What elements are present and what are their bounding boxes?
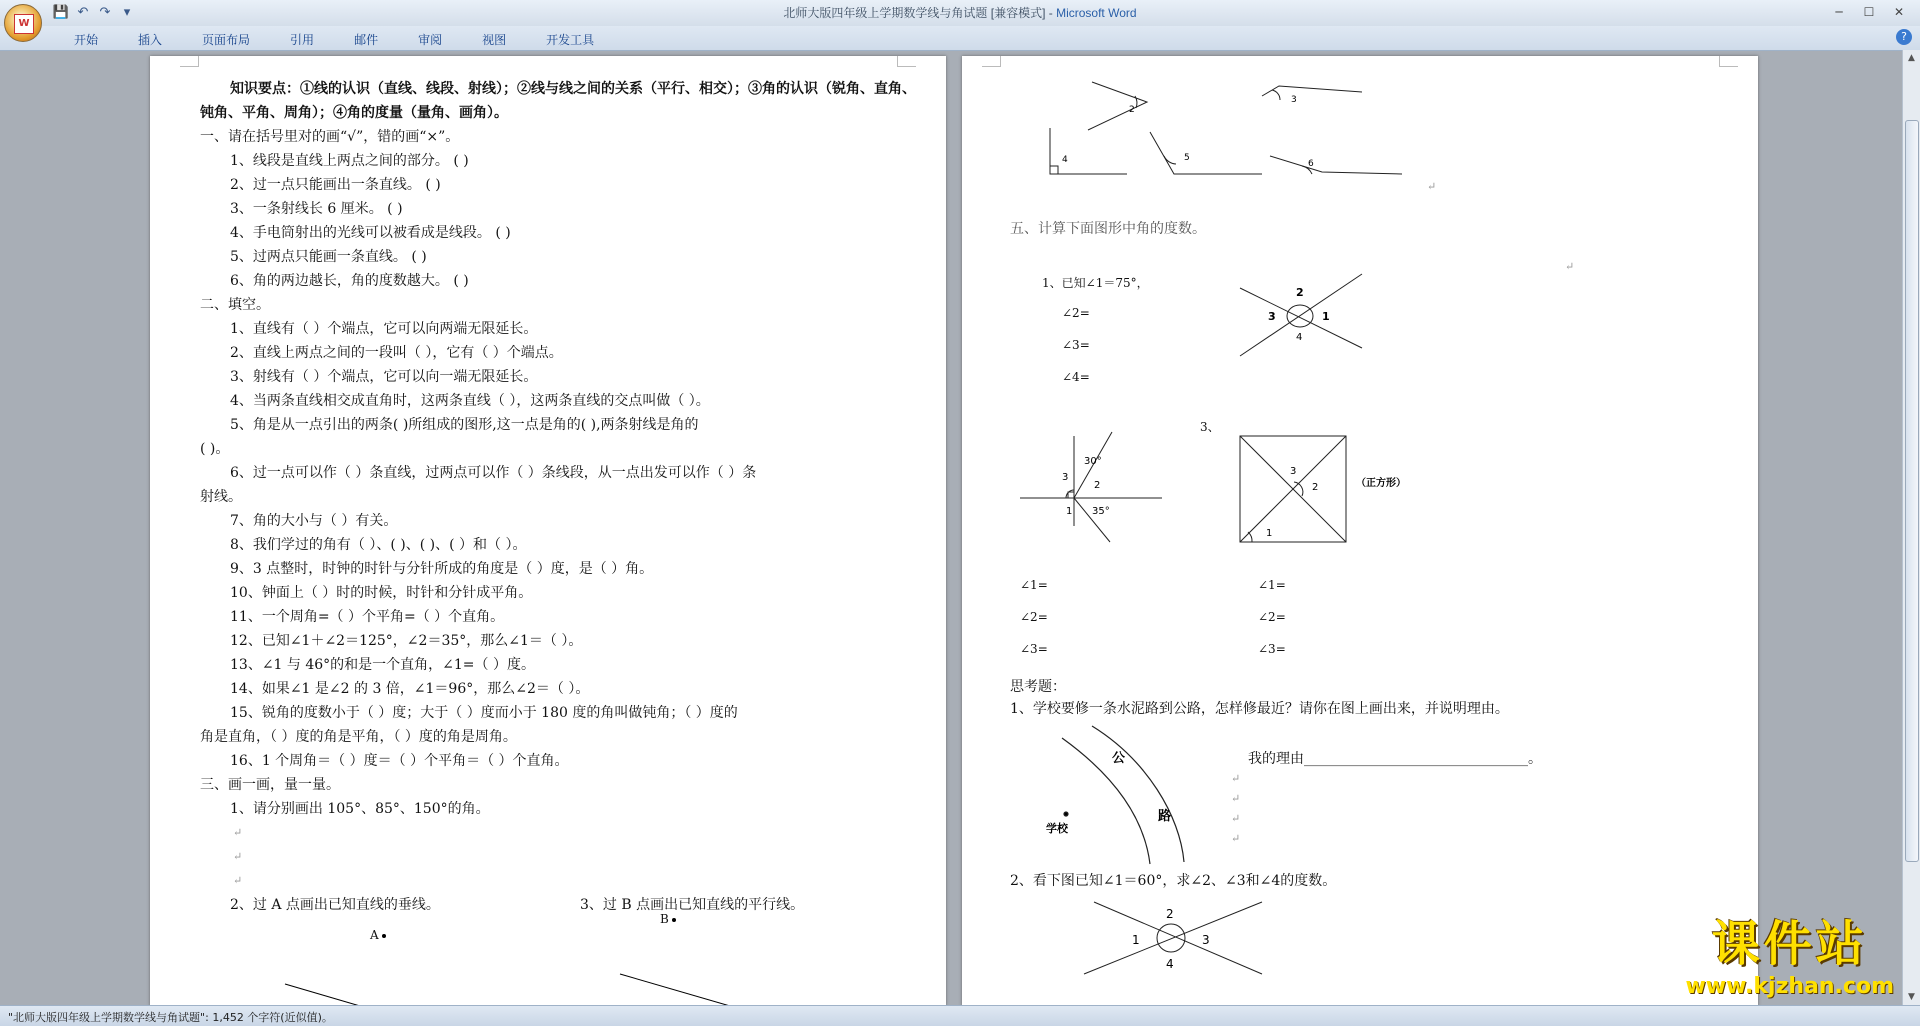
fig4-label-4: 4 xyxy=(1166,957,1174,971)
fig2-label-1: 1 xyxy=(1066,506,1073,517)
q2-5-cont: ( )。 xyxy=(200,441,230,457)
point-a xyxy=(382,934,386,938)
q2-10: 10、钟面上（ ）时的时候，时针和分针成平角。 xyxy=(230,585,533,601)
office-button[interactable] xyxy=(4,4,42,42)
fig2-answer-2: ∠2= xyxy=(1020,610,1048,624)
road-label-gong: 公 xyxy=(1112,751,1126,766)
fig2-answer-1: ∠1= xyxy=(1020,578,1048,592)
angle-label-2: 2 xyxy=(1129,105,1135,115)
fig1-label-2: 2 xyxy=(1296,286,1304,299)
customize-qat-icon[interactable]: ▾ xyxy=(123,5,131,20)
angle-label-6: 6 xyxy=(1308,159,1314,169)
paragraph-mark: ↵ xyxy=(1231,772,1241,785)
save-icon[interactable]: 💾 xyxy=(52,5,70,20)
vertical-scrollbar[interactable] xyxy=(1902,50,1920,1005)
scroll-down-icon[interactable]: ▼ xyxy=(1908,992,1915,1002)
key-points-line-1: 知识要点：①线的认识（直线、线段、射线）；②线与线之间的关系（平行、相交）；③角的认识（锐角、直角、 xyxy=(230,81,916,97)
q2-8: 8、我们学过的角有（ ）、( )、( )、( ）和（ ）。 xyxy=(230,537,527,553)
q2-5: 5、角是从一点引出的两条( )所组成的图形,这一点是角的( ),两条射线是角的 xyxy=(230,417,699,433)
fig2-label-2: 2 xyxy=(1094,480,1101,491)
angle-label-4: 4 xyxy=(1062,155,1068,165)
undo-icon[interactable]: ↶ xyxy=(77,5,89,20)
road-label-lu: 路 xyxy=(1158,809,1172,824)
fig4-label-3: 3 xyxy=(1202,933,1210,947)
q3-3: 3、过 B 点画出已知直线的平行线。 xyxy=(580,897,805,913)
paragraph-mark: ↵ xyxy=(1231,792,1241,805)
key-points-line-2: 钝角、平角、周角）；④角的度量（量角、画角）。 xyxy=(200,105,508,121)
point-a-label: A xyxy=(370,928,379,942)
title-bar xyxy=(0,0,1920,27)
fig3-answer-3: ∠3= xyxy=(1258,642,1286,656)
q2-12: 12、已知∠1＋∠2＝125°，∠2＝35°，那么∠1＝（ ）。 xyxy=(230,633,583,649)
section-2-heading: 二、填空。 xyxy=(200,297,270,313)
q2-14: 14、如果∠1 是∠2 的 3 倍，∠1＝96°，那么∠2＝（ ）。 xyxy=(230,681,590,697)
fig2-answer-3: ∠3= xyxy=(1020,642,1048,656)
angle-label-3: 3 xyxy=(1291,95,1297,105)
figure-road xyxy=(1062,726,1184,864)
fig1-label-3: 3 xyxy=(1268,310,1276,323)
fig2-label-35deg: 35° xyxy=(1092,506,1110,517)
fig2-label-30deg: 30° xyxy=(1084,456,1102,467)
q2-3: 3、射线有（ ）个端点，它可以向一端无限延长。 xyxy=(230,369,538,385)
school-label: 学校 xyxy=(1046,822,1068,835)
q2-15-cont: 角是直角，（ ）度的角是平角，（ ）度的角是周角。 xyxy=(200,729,517,745)
paragraph-mark: ↵ xyxy=(233,826,243,839)
q5-3-label: 3、 xyxy=(1200,420,1220,434)
point-b xyxy=(672,918,676,922)
fig2-label-3: 3 xyxy=(1062,472,1069,483)
think-question-1: 1、学校要修一条水泥路到公路，怎样修最近？请你在图上画出来，并说明理由。 xyxy=(1010,701,1509,717)
think-question-2: 2、看下图已知∠1＝60°，求∠2、∠3和∠4的度数。 xyxy=(1010,873,1337,889)
tab-mailings[interactable]: 邮件 xyxy=(354,33,379,47)
q2-13: 13、∠1 与 46°的和是一个直角，∠1=（ ）度。 xyxy=(230,657,535,673)
q2-4: 4、当两条直线相交成直角时，这两条直线（ ），这两条直线的交点叫做（ ）。 xyxy=(230,393,710,409)
computation-figures xyxy=(962,56,1758,1006)
fig3-answer-2: ∠2= xyxy=(1258,610,1286,624)
fig1-label-4: 4 xyxy=(1296,332,1303,343)
ribbon xyxy=(0,26,1920,51)
q5-1-answer-2: ∠2= xyxy=(1062,306,1090,320)
scroll-up-icon[interactable]: ▲ xyxy=(1908,53,1915,63)
fig3-label-square: （正方形） xyxy=(1356,478,1406,489)
status-bar xyxy=(0,1005,1920,1026)
given-line-a xyxy=(285,984,360,1006)
paragraph-mark: ↵ xyxy=(1231,812,1241,825)
minimize-icon[interactable]: ─ xyxy=(1835,5,1843,19)
window-title xyxy=(0,4,1920,21)
fig3-answer-1: ∠1= xyxy=(1258,578,1286,592)
paragraph-mark: ↵ xyxy=(1565,260,1575,273)
scrollbar-thumb[interactable] xyxy=(1905,120,1919,862)
tab-review[interactable]: 审阅 xyxy=(418,33,443,47)
document-page-1 xyxy=(150,56,946,1006)
fig3-label-3: 3 xyxy=(1290,466,1297,477)
maximize-icon[interactable]: ☐ xyxy=(1863,5,1875,19)
think-heading: 思考题： xyxy=(1010,679,1066,695)
q2-6: 6、过一点可以作（ ）条直线，过两点可以作（ ）条线段，从一点出发可以作（ ）条 xyxy=(230,465,757,481)
app-name: Microsoft Word xyxy=(1056,6,1137,20)
office-logo-icon: W xyxy=(14,14,34,34)
q2-11: 11、一个周角=（ ）个平角=（ ）个直角。 xyxy=(230,609,505,625)
fig4-label-2: 2 xyxy=(1166,907,1174,921)
watermark-title: 课件站 xyxy=(1711,916,1868,972)
q2-2: 2、直线上两点之间的一段叫（ ），它有（ ）个端点。 xyxy=(230,345,563,361)
document-title: 北师大版四年级上学期数学线与角试题 [兼容模式] - xyxy=(783,6,1057,20)
window-controls xyxy=(1824,2,1914,22)
watermark-url: www.kjzhan.com xyxy=(1685,974,1894,999)
paragraph-mark: ↵ xyxy=(1231,832,1241,845)
page1-drawings xyxy=(150,56,946,1006)
q5-1: 1、已知∠1＝75°， xyxy=(1042,276,1149,290)
paragraph-mark: ↵ xyxy=(1427,180,1437,193)
tab-home[interactable]: 开始 xyxy=(74,33,99,47)
q3-1: 1、请分别画出 105°、85°、150°的角。 xyxy=(230,801,490,817)
document-page-2 xyxy=(962,56,1758,1006)
fig4-label-1: 1 xyxy=(1132,933,1140,947)
redo-icon[interactable]: ↷ xyxy=(99,5,111,20)
section-3-heading: 三、画一画，量一量。 xyxy=(200,777,340,793)
reason-line: 我的理由________________________________。 xyxy=(1248,751,1542,767)
q1-2: 2、过一点只能画出一条直线。 ( ) xyxy=(230,177,441,193)
paragraph-mark: ↵ xyxy=(233,874,243,887)
section-1-heading: 一、请在括号里对的画“√”，错的画“×”。 xyxy=(200,129,460,145)
ribbon-tabs xyxy=(60,29,620,50)
help-icon[interactable]: ? xyxy=(1896,29,1912,45)
given-line-b xyxy=(620,974,730,1006)
fig3-label-1: 1 xyxy=(1266,528,1273,539)
q1-1: 1、线段是直线上两点之间的部分。 ( ) xyxy=(230,153,469,169)
q1-4: 4、手电筒射出的光线可以被看成是线段。 ( ) xyxy=(230,225,511,241)
fig1-label-1: 1 xyxy=(1322,310,1330,323)
q2-6-cont: 射线。 xyxy=(200,489,242,505)
section-5-heading: 五、计算下面图形中角的度数。 xyxy=(1010,221,1206,237)
close-icon[interactable]: ✕ xyxy=(1893,5,1905,19)
figure-square xyxy=(1240,436,1346,542)
q2-1: 1、直线有（ ）个端点，它可以向两端无限延长。 xyxy=(230,321,538,337)
point-b-label: B xyxy=(660,912,669,926)
status-text: "北师大版四年级上学期数学线与角试题": 1,452 个字符(近似值)。 xyxy=(8,1011,333,1024)
tab-page-layout[interactable]: 页面布局 xyxy=(202,33,251,47)
q2-16: 16、1 个周角＝（ ）度＝（ ）个平角＝（ ）个直角。 xyxy=(230,753,569,769)
tab-developer[interactable]: 开发工具 xyxy=(546,33,595,47)
q2-9: 9、3 点整时，时钟的时针与分针所成的角度是（ ）度，是（ ）角。 xyxy=(230,561,654,577)
tab-insert[interactable]: 插入 xyxy=(138,33,163,47)
tab-references[interactable]: 引用 xyxy=(290,33,315,47)
q2-7: 7、角的大小与（ ）有关。 xyxy=(230,513,398,529)
tab-view[interactable]: 视图 xyxy=(482,33,507,47)
q2-15: 15、锐角的度数小于（ ）度；大于（ ）度而小于 180 度的角叫做钝角；（ ）度的 xyxy=(230,705,738,721)
q1-5: 5、过两点只能画一条直线。 ( ) xyxy=(230,249,427,265)
paragraph-mark: ↵ xyxy=(233,850,243,863)
watermark-logo xyxy=(1685,905,1894,999)
q5-1-answer-3: ∠3= xyxy=(1062,338,1090,352)
q3-2: 2、过 A 点画出已知直线的垂线。 xyxy=(230,897,440,913)
q5-1-answer-4: ∠4= xyxy=(1062,370,1090,384)
angle-label-5: 5 xyxy=(1184,153,1190,163)
fig3-label-2: 2 xyxy=(1312,482,1319,493)
q1-6: 6、角的两边越长，角的度数越大。 ( ) xyxy=(230,273,469,289)
q1-3: 3、一条射线长 6 厘米。 ( ) xyxy=(230,201,403,217)
figure-perpendicular xyxy=(1020,432,1162,542)
